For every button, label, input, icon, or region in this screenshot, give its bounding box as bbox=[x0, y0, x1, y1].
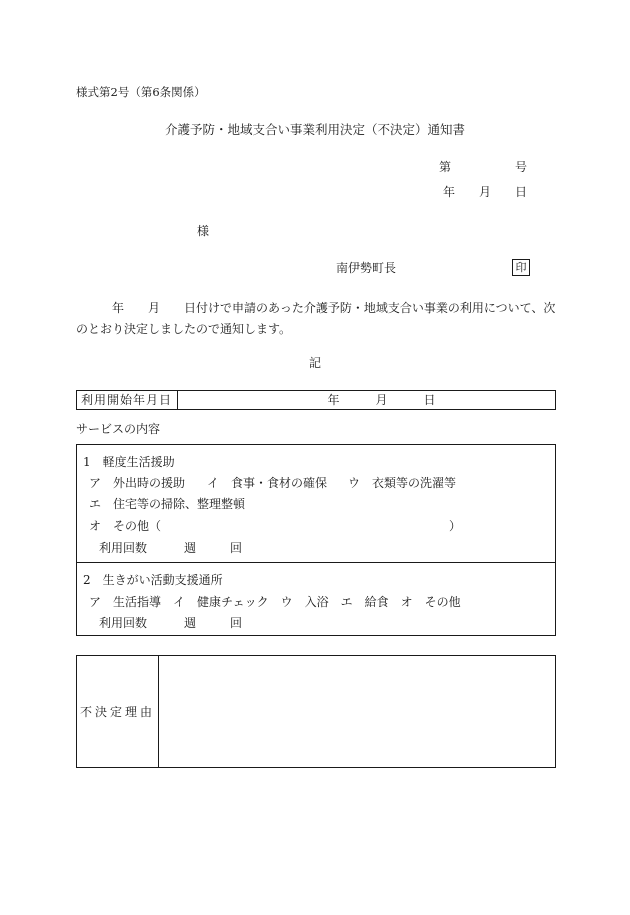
issuer: 南伊勢町長 bbox=[336, 261, 397, 275]
number-go: 号 bbox=[514, 160, 527, 174]
section1-option-o-close: ） bbox=[449, 519, 462, 533]
section1-option-u: ウ 衣類等の洗濯等 bbox=[348, 476, 457, 490]
body-year: 年 bbox=[112, 301, 125, 315]
seal-stamp: 印 bbox=[512, 259, 530, 276]
start-year: 年 bbox=[327, 393, 340, 407]
body-month: 月 bbox=[148, 301, 161, 315]
section2-usage-week: 週 bbox=[184, 616, 197, 630]
start-day: 日 bbox=[423, 393, 436, 407]
issue-date bbox=[443, 185, 527, 199]
rejection-reason-table bbox=[76, 655, 556, 768]
rejection-reason-value bbox=[159, 656, 555, 767]
start-date-value bbox=[178, 391, 555, 409]
section1-option-e: エ 住宅等の掃除、整理整頓 bbox=[89, 497, 246, 511]
form-number: 様式第2号（第6条関係） bbox=[76, 85, 206, 99]
start-month: 月 bbox=[375, 393, 388, 407]
ki-heading: 記 bbox=[308, 356, 321, 370]
document-title: 介護予防・地域支合い事業利用決定（不決定）通知書 bbox=[164, 122, 465, 137]
section2-usage-times: 回 bbox=[230, 616, 243, 630]
section1-option-i: イ 食事・食材の確保 bbox=[207, 476, 328, 490]
section2-items: ア 生活指導 イ 健康チェック ウ 入浴 エ 給食 オ その他 bbox=[89, 595, 461, 609]
addressee: 様 bbox=[197, 224, 210, 238]
section-day-service bbox=[77, 563, 555, 635]
section1-option-a: ア 外出時の援助 bbox=[89, 476, 186, 490]
section1-usage-times: 回 bbox=[230, 541, 243, 555]
section-light-living-support bbox=[77, 445, 555, 563]
section1-usage-week: 週 bbox=[184, 541, 197, 555]
section2-heading: 2 生きがい活動支援通所 bbox=[83, 573, 223, 587]
number-dai: 第 bbox=[438, 160, 451, 174]
notice-body bbox=[76, 298, 556, 340]
date-year: 年 bbox=[442, 185, 455, 199]
start-date-table bbox=[76, 390, 556, 410]
section1-usage-label: 利用回数 bbox=[99, 541, 148, 555]
document-number bbox=[439, 160, 527, 174]
start-date-label: 利用開始年月日 bbox=[77, 391, 178, 409]
section2-usage-label: 利用回数 bbox=[99, 616, 148, 630]
date-month: 月 bbox=[478, 185, 491, 199]
body-text: 日付けで申請のあった介護予防・地域支合い事業の利用について、次のとおり決定しましたので通知します。 bbox=[76, 301, 556, 336]
service-content-box bbox=[76, 444, 556, 636]
section1-option-o: オ その他（ bbox=[89, 519, 162, 533]
rejection-reason-label: 不決定理由 bbox=[77, 656, 159, 767]
section1-heading: 1 軽度生活援助 bbox=[83, 455, 175, 469]
date-day: 日 bbox=[514, 185, 527, 199]
service-caption: サービスの内容 bbox=[76, 422, 161, 436]
